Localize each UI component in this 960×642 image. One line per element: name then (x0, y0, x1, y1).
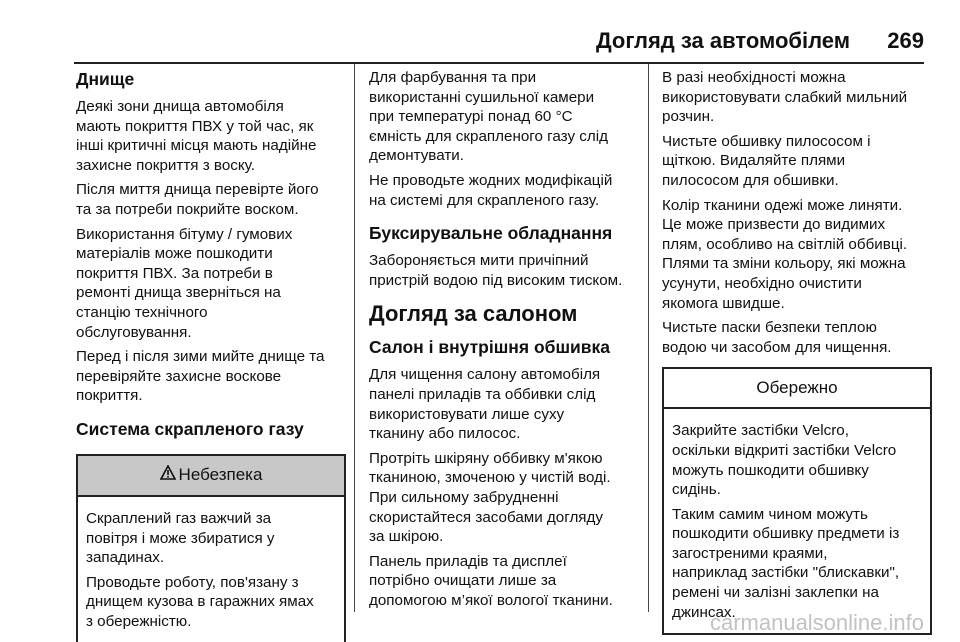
column-divider (354, 64, 355, 612)
paragraph: Колір тканини одежі може линяти. Це може призвести до видимих плям, особливо на світлій оббивці. Плями та зміни кольору, які можна усунути, необхідно очистити якомога швидше. (662, 196, 908, 312)
paragraph: Панель приладів та дисплеї потрібно очищати лише за допомогою м’якої вологої тканини. (369, 552, 613, 609)
paragraph: Таким самим чином можуть пошкодити обшивку предмети із загостреними краями, наприклад застібки "блискавки", ремені чи залізні заклепки на джинсах. (672, 505, 900, 621)
running-title: Догляд за автомобілем (595, 28, 850, 53)
section-heading-gas: Система скрапленого газу (76, 418, 304, 439)
paragraph: Чистьте обшивку пилососом і щіткою. Видаляйте плями пилососом для обшивки. (662, 132, 871, 189)
paragraph: Закрийте застібки Velcro, оскільки відкриті застібки Velcro можуть пошкодити обшивку сидінь. (672, 422, 897, 499)
paragraph: Скраплений газ важчий за повітря і може збиратися у западинах. (86, 509, 275, 567)
warning-triangle-icon (160, 457, 176, 495)
column-middle (369, 68, 641, 615)
paragraph: Протріть шкіряну оббивку м'якою тканиною, змоченою у чистій воді. При сильному забрудненні скористайтеся засобами догляду за шкірою. (369, 449, 611, 546)
paragraph: Для фарбування та при використанні сушильної камери при температурі понад 60 °C ємність для скрапленого газу слід демонтувати. (369, 69, 608, 165)
paragraph: Перед і після зими мийте днище та перевіряйте захисне воскове покриття. (76, 348, 325, 405)
danger-box-header (78, 456, 344, 497)
section-heading-towing: Буксирувальне обладнання (369, 223, 613, 244)
paragraph: Забороняється мити причіпний пристрій водою під високим тиском. (369, 252, 623, 289)
paragraph: Проводьте роботу, пов'язану з днищем кузова в гаражних ямах з обережністю. (86, 573, 314, 630)
watermark: carmanualsonline.info (709, 610, 924, 635)
caution-box-header: Обережно (664, 369, 930, 409)
caution-box-body (664, 409, 930, 633)
paragraph: Для чищення салону автомобіля панелі приладів та оббивки слід використовувати лише суху тканину або пилосос. (369, 366, 601, 443)
header-rule (74, 62, 924, 64)
paragraph: В разі необхідності можна використовувати слабкий мильний розчин. (662, 69, 908, 126)
paragraph: Використання бітуму / гумових матеріалів може пошкодити покриття ПВХ. За потреби в ремонті днища зверніться на станцію технічного обслуговування. (76, 225, 293, 341)
danger-box (76, 454, 346, 642)
caution-box (662, 367, 932, 635)
section-heading-floor: Днище (76, 69, 135, 89)
paragraph: Деякі зони днища автомобіля мають покриття ПВХ у той час, як інші критичні місця мають надійне захисне покриття з воску. (76, 98, 317, 174)
column-left (76, 68, 346, 642)
page-number: 269 (887, 28, 924, 53)
chapter-heading-interior: Догляд за салоном (369, 301, 578, 327)
column-right (662, 68, 932, 635)
danger-box-body (78, 497, 344, 642)
section-heading-cabin: Салон і внутрішня обшивка (369, 337, 611, 358)
paragraph: Чистьте паски безпеки теплою водою чи засобом для чищення. (662, 319, 892, 356)
danger-box-title: Небезпека (178, 464, 263, 484)
page-header (0, 22, 960, 62)
paragraph: Після миття днища перевірте його та за потреби покрийте воском. (76, 181, 319, 218)
paragraph: Не проводьте жодних модифікацій на системі для скрапленого газу. (369, 171, 613, 209)
column-divider (648, 64, 649, 612)
